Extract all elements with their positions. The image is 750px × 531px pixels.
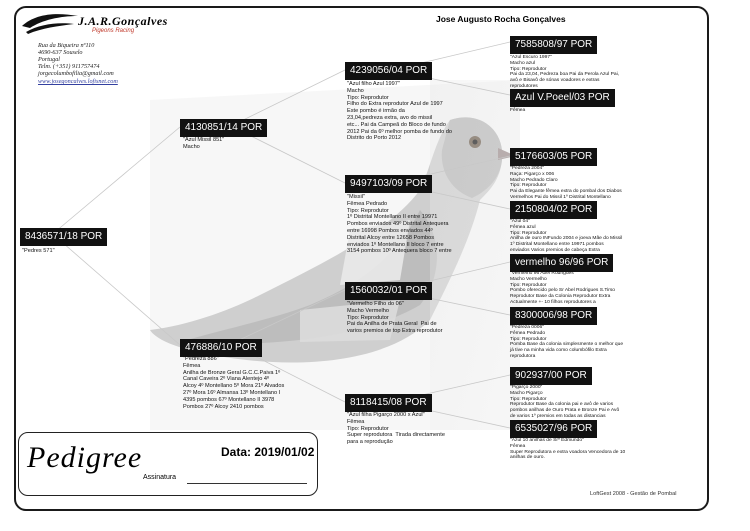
gen3-details-7: "Pigarço 2000" Macho Pigarço Tipo: Reprodutor Reprodutor Base da colonia pai e avô de varios pombos anilhas de Ouro Prata e Bronze Pai e Avô de varios 1º premios em todas as distancias (510, 385, 620, 419)
dam-ring[interactable]: 476886/10 POR (180, 339, 262, 357)
gen3-details-6: "Pedreza 0006" Fêmea Pedrado Tipo: Reprodutor Pomba Base da colonia simplesmente o melhor que já tive na minha vida como columbófilo Extra reprodutora (510, 325, 624, 359)
gen2-ring-2[interactable]: 9497103/09 POR (345, 175, 432, 193)
gen2-details-2: "Missil" Fêmea Pedrado Tipo: Reprodutor 1º Distrital Montellano II entre 19971 Pombos enviados 49º Distrital Antequera entre 16998 Pombos enviados 44º Distrital Alcoy entre 12658 Pombos enviados 1º Montellano II bloco 7 entre 3154 pombos 10º Antequera bloco 7 entre (347, 194, 452, 255)
gen3-ring-5[interactable]: vermelho 96/96 POR (510, 254, 613, 272)
gen3-details-1: "Azul Escuro 1997" Macho azul Tipo: Reprodutor Pai da 23,04, Pedreza boa Pai da Perola Azul Pai, avô e Bisavô de sónas voadores e extras reprodutores (510, 55, 620, 89)
logo-name: J.A.R.Gonçalves (78, 14, 168, 28)
pedigree-title: Pedigree (27, 441, 143, 474)
gen3-details-2: Fêmea (510, 108, 526, 113)
gen3-ring-6[interactable]: 8300006/98 POR (510, 307, 597, 325)
gen3-details-3: "Pedreza 2004" Raça: Pigarço x 006 Macho Pedrado Claro Tipo: Reprodutor Pai da Elegante fêmea extra do pombal dos Diabos Vermelhos Pai do Missil 1º Distrital Montellano (510, 166, 622, 200)
website-link[interactable]: www.josegoncalves.lofisnet.com (38, 78, 118, 85)
gen2-ring-3[interactable]: 1560032/01 POR (345, 282, 432, 300)
sire-ring[interactable]: 4130851/14 POR (180, 119, 267, 137)
gen3-details-5: "Vermelho 96 Abel Rodrigues" Macho Vermelho Tipo: Reprodutor Pombo oferecido pelo Sr Abel Rodrigues S.Tirso Reprodutor Base da Colonia Reprodutor Extra Actualmente +- 10 filhos reprodutores a (510, 271, 616, 305)
gen3-ring-1[interactable]: 7585808/97 POR (510, 36, 597, 54)
main-pigeon-ring[interactable]: 8436571/18 POR (20, 228, 107, 246)
gen3-ring-8[interactable]: 6535027/96 POR (510, 420, 597, 438)
gen2-details-1: "Azul filho Azul 1997" Macho Tipo: Reprodutor Filho do Extra reprodutor Azul de 1997 Este pombo é irmão da 23,04,pedreza extra, avo do missil etc... Pai da Campeã do Bloco de fundo 2012 Pai da 6º melhor pomba de fundo do Distrito do Porto 2012 (347, 81, 452, 142)
logo-subtitle: Pigeons Racing (92, 28, 135, 34)
software-credit: LoftGest 2008 - Gestão de Pombal (590, 491, 677, 497)
sire-details: "Azul Missil 851" Macho (183, 137, 225, 150)
gen2-ring-4[interactable]: 8118415/08 POR (345, 394, 432, 412)
signature-line[interactable] (187, 483, 307, 484)
pedigree-footer-box (18, 432, 318, 496)
gen3-ring-7[interactable]: 902937/00 POR (510, 367, 592, 385)
address-block: Rua da Biqueira nº110 4690-637 Souselo Portugal Telm. (+351) 911757474 jorgecolumbofilia@gmail.com (38, 42, 114, 77)
date-label: Data: 2019/01/02 (221, 445, 315, 459)
gen3-ring-4[interactable]: 2150804/02 POR (510, 201, 597, 219)
swoosh-logo-icon (20, 12, 80, 34)
gen3-details-4: "Azul 04" Fêmea azul Tipo: Reprodutor Anilha de ouro INFundo 2004 e joeva Mãe do Missil 1º Distrital Montellano entre 19971 pombos enviados Varios premios de cabeça Extra (510, 219, 623, 253)
main-pigeon-details: "Pedres 571" (22, 248, 55, 254)
owner-name: Jose Augusto Rocha Gonçalves (436, 14, 566, 24)
signature-label: Assinatura (143, 474, 177, 481)
gen3-ring-2[interactable]: Azul V.Poeel/03 POR (510, 89, 615, 107)
dam-details: "Pedreza 886" Fêmea Anilha de Bronze Geral G.C.C.Paiva 1º Canal Caveira 2º Viana Alentejo 4º Alcoy 4º Montellano 5º Mora 21º Alvados 27º Mora 16º Almansa 13º Montellano I 4395 pombos 67º Montellano II 3978 Pombos 27º Alcoy 2410 pombos (183, 356, 285, 410)
gen2-details-3: "Vermelho Filho do 06" Macho Vermelho Tipo: Reprodutor Pai da Anilha de Prata Geral Pai de varios premios de top Extra reprodutor (347, 301, 443, 335)
gen2-details-4: "Azul filha Pigarço 2000 x Azul" Fêmea Tipo: Reprodutor Super reprodutora Tirada directamente para a reprodução (347, 412, 445, 446)
gen2-ring-1[interactable]: 4239056/04 POR (345, 62, 432, 80)
gen3-details-8: "Azul 10 anilhas de Srª Edmundo" Fêmea Super Reprodutora e extra voadora Vencedora de 10 anilhas de ouro. (510, 438, 626, 461)
gen3-ring-3[interactable]: 5176603/05 POR (510, 148, 597, 166)
